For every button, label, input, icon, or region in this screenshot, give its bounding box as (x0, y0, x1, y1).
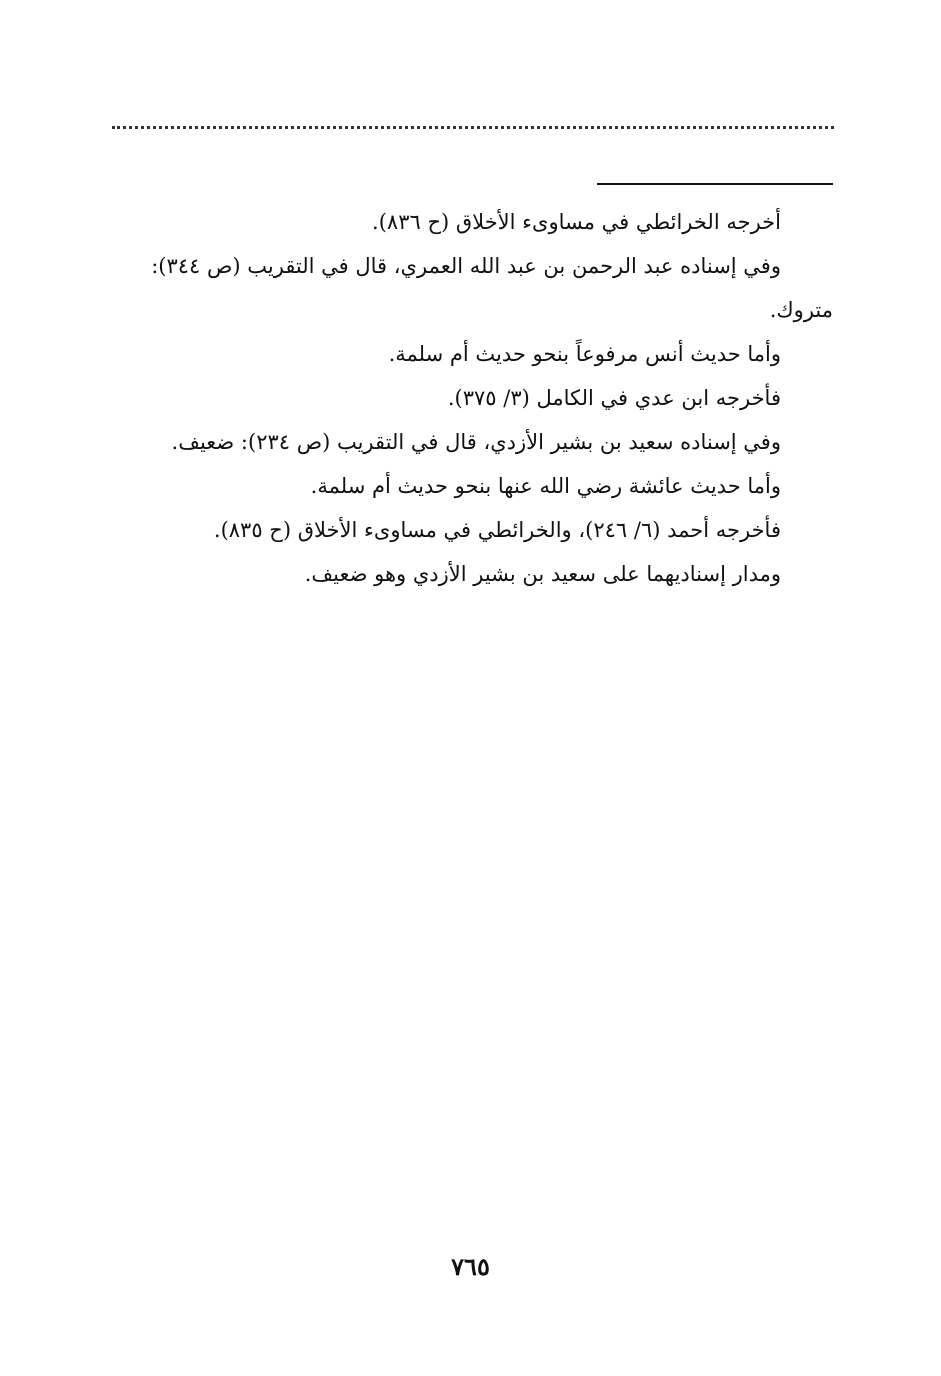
footnote-line: فأخرجه أحمد (٦/ ٢٤٦)، والخرائطي في مساوىء الأخلاق (ح ٨٣٥). (213, 518, 781, 542)
footnote-line: وفي إسناده عبد الرحمن بن عبد الله العمري، قال في التقريب (ص ٣٤٤): (151, 254, 781, 278)
footnote-line: وأما حديث أنس مرفوعاً بنحو حديث أم سلمة. (388, 342, 781, 366)
footnote-line: متروك. (769, 298, 833, 322)
footnotes-block (101, 200, 833, 596)
footnote-line: أخرجه الخرائطي في مساوىء الأخلاق (ح ٨٣٦). (372, 210, 781, 234)
dotted-separator (112, 126, 834, 129)
footnote-line: فأخرجه ابن عدي في الكامل (٣/ ٣٧٥). (447, 386, 781, 410)
page-number: ٧٦٥ (451, 1252, 490, 1281)
footnote-line: وأما حديث عائشة رضي الله عنها بنحو حديث أم سلمة. (310, 474, 781, 498)
footnote-line: وفي إسناده سعيد بن بشير الأزدي، قال في التقريب (ص ٢٣٤): ضعيف. (171, 430, 781, 454)
footnote-line: ومدار إسناديهما على سعيد بن بشير الأزدي وهو ضعيف. (304, 562, 781, 586)
footnote-separator (597, 183, 833, 185)
